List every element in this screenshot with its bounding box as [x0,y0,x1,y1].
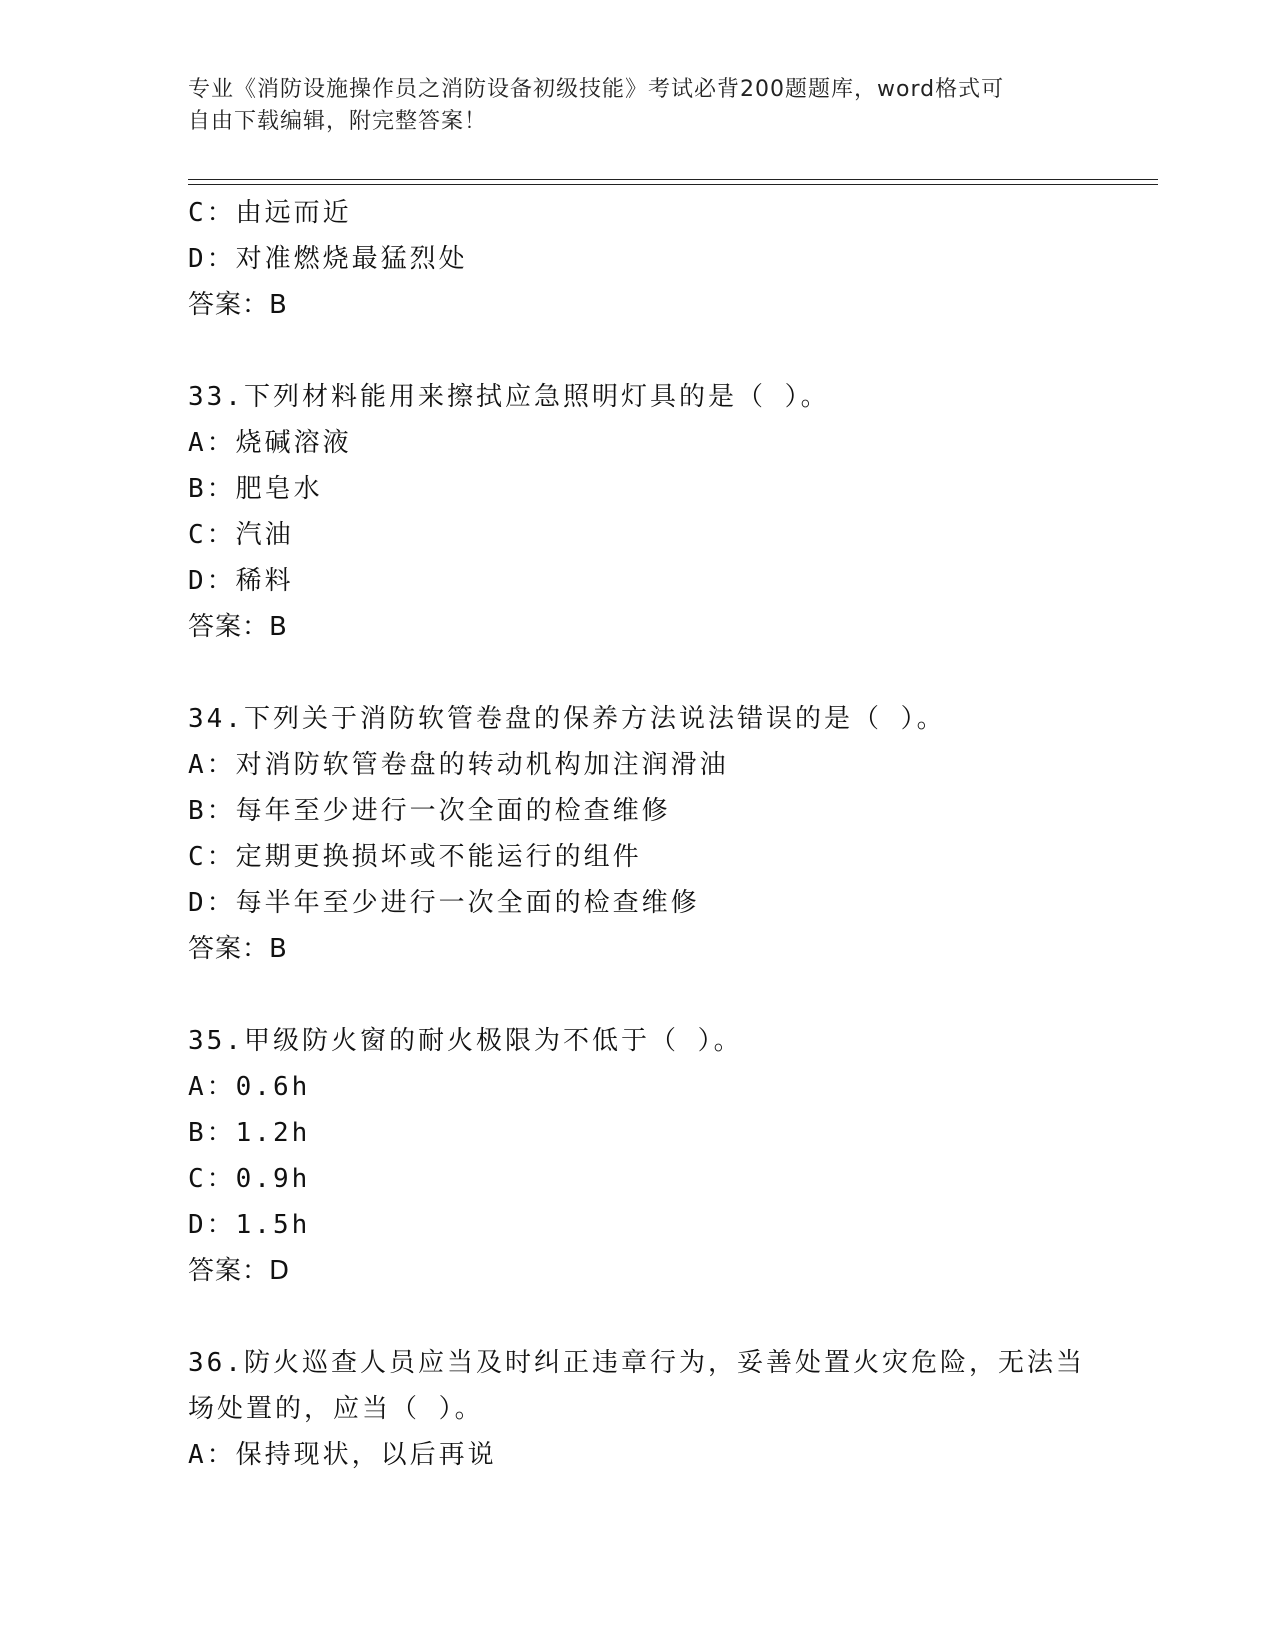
answer-line: 答案：B [188,612,288,642]
option-a: A：保持现状，以后再说 [188,1440,497,1470]
option-d: D：对准燃烧最猛烈处 [188,244,468,274]
question-stem: 34.下列关于消防软管卷盘的保养方法说法错误的是（ ）。 [188,704,946,734]
option-d: D：稀料 [188,566,294,596]
option-b: B：肥皂水 [188,474,323,504]
question-stem-line-2: 场处置的，应当（ ）。 [188,1394,484,1424]
option-c: C：由远而近 [188,198,352,228]
option-a: A：对消防软管卷盘的转动机构加注润滑油 [188,750,729,780]
question-stem-line-1: 36.防火巡查人员应当及时纠正违章行为，妥善处置火灾危险，无法当 [188,1348,1085,1378]
question-35 [188,1018,1088,1294]
option-c: C：汽油 [188,520,294,550]
header-divider-top [188,179,1158,180]
header-line-1: 专业《消防设施操作员之消防设备初级技能》考试必背200题题库，word格式可 [188,77,1005,102]
question-stem: 33.下列材料能用来擦拭应急照明灯具的是（ ）。 [188,382,830,412]
option-d: D：每半年至少进行一次全面的检查维修 [188,888,700,918]
answer-line: 答案：B [188,934,288,964]
option-c: C：定期更换损坏或不能运行的组件 [188,842,642,872]
header-divider-bottom [188,184,1158,185]
question-33 [188,374,1088,650]
option-a: A：0.6h [188,1072,311,1102]
header-line-2: 自由下载编辑，附完整答案！ [188,109,488,134]
option-b: B：1.2h [188,1118,311,1148]
answer-line: 答案：B [188,290,288,320]
document-header [188,74,1088,138]
option-b: B：每年至少进行一次全面的检查维修 [188,796,671,826]
question-34 [188,696,1088,972]
option-d: D：1.5h [188,1210,311,1240]
option-c: C：0.9h [188,1164,311,1194]
answer-line: 答案：D [188,1256,291,1286]
question-36 [188,1340,1088,1478]
question-stem: 35.甲级防火窗的耐火极限为不低于（ ）。 [188,1026,743,1056]
option-a: A：烧碱溶液 [188,428,352,458]
question-list [188,190,1088,1478]
question-partial [188,190,1088,328]
